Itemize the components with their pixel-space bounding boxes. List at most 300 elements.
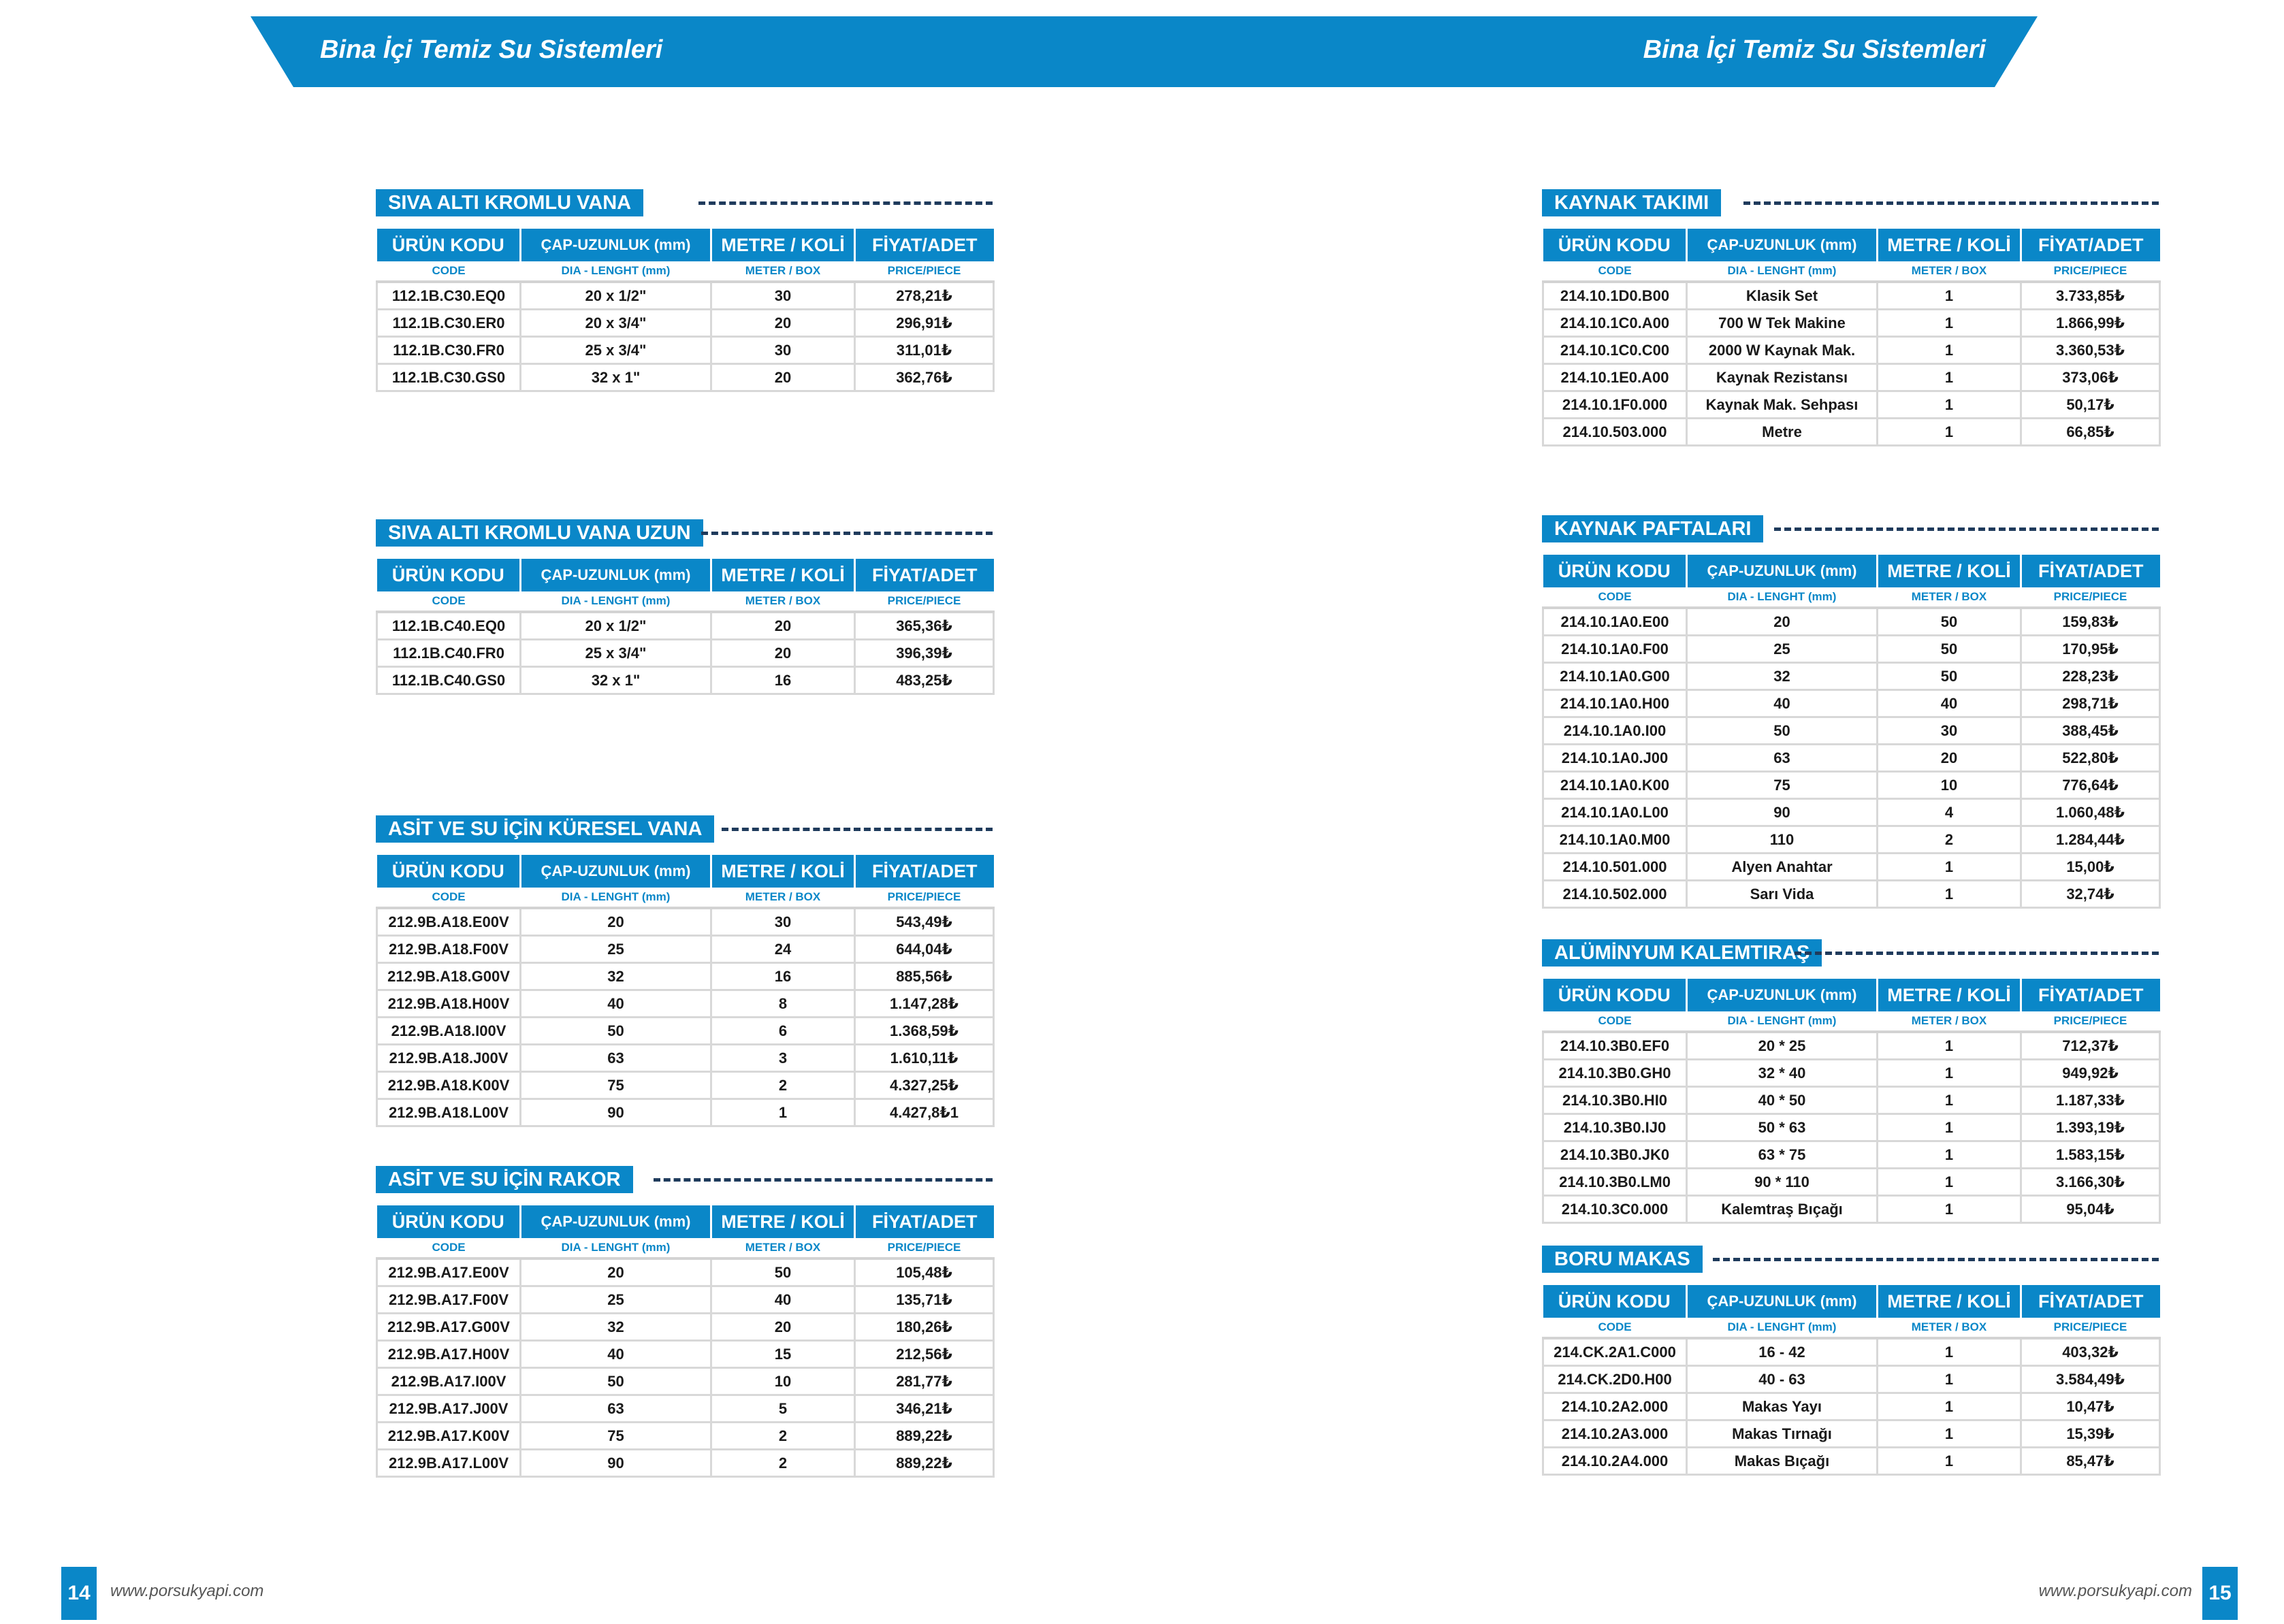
cell-meter: 20: [1878, 745, 2021, 772]
cell-dia: Klasik Set: [1687, 282, 1878, 310]
subheader-row: [1543, 587, 2160, 608]
col-header-price: FİYAT/ADET: [855, 855, 994, 888]
col-header-dia: ÇAP-UZUNLUK (mm): [521, 855, 711, 888]
cell-dia: 90: [521, 1450, 711, 1477]
col-subheader-code: CODE: [1543, 1318, 1687, 1338]
cell-code: 212.9B.A18.K00V: [377, 1072, 521, 1099]
cell-code: 214.10.1A0.F00: [1543, 636, 1687, 663]
product-table: [1542, 555, 2161, 909]
cell-dia: Kaynak Rezistansı: [1687, 364, 1878, 391]
cell-dia: 20: [521, 908, 711, 936]
table-row: [377, 310, 994, 337]
col-header-meter: METRE / KOLİ: [711, 229, 855, 261]
section-title: BORU MAKAS: [1542, 1246, 1703, 1273]
cell-dia: 40: [1687, 690, 1878, 717]
table-row: [1543, 364, 2160, 391]
cell-price: 159,83₺: [2021, 608, 2160, 636]
section-header: [376, 1166, 993, 1193]
table-row: [1543, 1087, 2160, 1114]
cell-code: 212.9B.A17.G00V: [377, 1314, 521, 1341]
cell-dia: 40 * 50: [1687, 1087, 1878, 1114]
section-boru-makas: [1542, 1246, 2159, 1476]
cell-dia: 700 W Tek Makine: [1687, 310, 1878, 337]
col-subheader-price: PRICE/PIECE: [2021, 1318, 2160, 1338]
cell-price: 483,25₺: [855, 667, 994, 694]
header-row: [377, 855, 994, 888]
cell-price: 66,85₺: [2021, 419, 2160, 446]
cell-price: 212,56₺: [855, 1341, 994, 1368]
cell-meter: 30: [1878, 717, 2021, 745]
cell-meter: 1: [1878, 1393, 2021, 1420]
cell-meter: 1: [1878, 364, 2021, 391]
cell-meter: 1: [1878, 310, 2021, 337]
section-kaynak-takimi: [1542, 189, 2159, 446]
section-divider: [722, 828, 993, 831]
col-subheader-price: PRICE/PIECE: [2021, 587, 2160, 608]
col-subheader-dia: DIA - LENGHT (mm): [1687, 587, 1878, 608]
cell-code: 214.10.1C0.C00: [1543, 337, 1687, 364]
section-title: SIVA ALTI KROMLU VANA UZUN: [376, 519, 703, 547]
cell-price: 50,17₺: [2021, 391, 2160, 419]
col-header-dia: ÇAP-UZUNLUK (mm): [1687, 979, 1878, 1011]
cell-code: 214.10.1A0.L00: [1543, 799, 1687, 826]
subheader-row: [377, 1238, 994, 1258]
header-row: [377, 1205, 994, 1238]
table-row: [1543, 1169, 2160, 1196]
col-subheader-code: CODE: [377, 888, 521, 908]
cell-price: 1.583,15₺: [2021, 1141, 2160, 1169]
cell-dia: 50: [521, 1018, 711, 1045]
cell-meter: 1: [1878, 1420, 2021, 1448]
header-row: [377, 229, 994, 261]
cell-meter: 8: [711, 990, 855, 1018]
cell-price: 889,22₺: [855, 1423, 994, 1450]
cell-code: 214.10.3B0.LM0: [1543, 1169, 1687, 1196]
cell-dia: 75: [1687, 772, 1878, 799]
col-header-dia: ÇAP-UZUNLUK (mm): [521, 559, 711, 591]
header-title-right: Bina İçi Temiz Su Sistemleri: [1643, 35, 1986, 64]
table-row: [377, 1286, 994, 1314]
cell-meter: 5: [711, 1395, 855, 1423]
cell-meter: 20: [711, 364, 855, 391]
cell-meter: 16: [711, 667, 855, 694]
cell-code: 212.9B.A17.I00V: [377, 1368, 521, 1395]
table-row: [1543, 1448, 2160, 1475]
table-row: [1543, 772, 2160, 799]
cell-price: 105,48₺: [855, 1258, 994, 1286]
cell-meter: 1: [1878, 1448, 2021, 1475]
col-subheader-dia: DIA - LENGHT (mm): [1687, 1318, 1878, 1338]
cell-code: 214.10.3C0.000: [1543, 1196, 1687, 1223]
col-header-code: ÜRÜN KODU: [1543, 229, 1687, 261]
cell-meter: 1: [1878, 1196, 2021, 1223]
cell-code: 212.9B.A18.H00V: [377, 990, 521, 1018]
table-row: [1543, 282, 2160, 310]
table-row: [377, 1018, 994, 1045]
cell-code: 212.9B.A18.I00V: [377, 1018, 521, 1045]
cell-code: 112.1B.C30.EQ0: [377, 282, 521, 310]
table-row: [377, 990, 994, 1018]
table-row: [1543, 310, 2160, 337]
cell-code: 212.9B.A17.H00V: [377, 1341, 521, 1368]
cell-meter: 40: [711, 1286, 855, 1314]
cell-dia: 32: [521, 963, 711, 990]
cell-meter: 1: [1878, 1366, 2021, 1393]
cell-code: 214.10.3B0.EF0: [1543, 1032, 1687, 1060]
cell-dia: 20 x 1/2": [521, 282, 711, 310]
section-header: [376, 815, 993, 843]
col-subheader-meter: METER / BOX: [1878, 1011, 2021, 1032]
table-row: [1543, 1420, 2160, 1448]
cell-meter: 6: [711, 1018, 855, 1045]
cell-meter: 15: [711, 1341, 855, 1368]
col-header-code: ÜRÜN KODU: [377, 229, 521, 261]
page-number-left: 14: [61, 1567, 97, 1620]
col-subheader-code: CODE: [377, 1238, 521, 1258]
cell-price: 85,47₺: [2021, 1448, 2160, 1475]
cell-price: 298,71₺: [2021, 690, 2160, 717]
cell-meter: 24: [711, 936, 855, 963]
col-header-meter: METRE / KOLİ: [1878, 979, 2021, 1011]
col-subheader-meter: METER / BOX: [711, 1238, 855, 1258]
table-row: [1543, 826, 2160, 854]
cell-meter: 1: [1878, 1114, 2021, 1141]
cell-dia: 25 x 3/4": [521, 640, 711, 667]
col-subheader-meter: METER / BOX: [1878, 587, 2021, 608]
table-row: [1543, 608, 2160, 636]
cell-code: 214.10.501.000: [1543, 854, 1687, 881]
cell-code: 212.9B.A18.L00V: [377, 1099, 521, 1126]
table-row: [1543, 881, 2160, 908]
table-row: [1543, 1032, 2160, 1060]
cell-price: 4.327,25₺: [855, 1072, 994, 1099]
table-row: [377, 908, 994, 936]
section-divider: [1713, 1258, 2159, 1261]
table-row: [377, 1045, 994, 1072]
cell-meter: 1: [1878, 1169, 2021, 1196]
cell-code: 214.10.1A0.K00: [1543, 772, 1687, 799]
col-subheader-code: CODE: [1543, 587, 1687, 608]
cell-code: 112.1B.C40.GS0: [377, 667, 521, 694]
cell-price: 365,36₺: [855, 612, 994, 640]
cell-meter: 1: [1878, 854, 2021, 881]
col-subheader-price: PRICE/PIECE: [855, 1238, 994, 1258]
col-subheader-meter: METER / BOX: [711, 888, 855, 908]
cell-price: 180,26₺: [855, 1314, 994, 1341]
table-row: [1543, 799, 2160, 826]
section-header: [376, 519, 993, 547]
table-row: [377, 1099, 994, 1126]
cell-price: 889,22₺: [855, 1450, 994, 1477]
cell-code: 214.10.1A0.H00: [1543, 690, 1687, 717]
cell-code: 214.10.3B0.HI0: [1543, 1087, 1687, 1114]
cell-code: 212.9B.A17.K00V: [377, 1423, 521, 1450]
cell-dia: 75: [521, 1423, 711, 1450]
col-subheader-code: CODE: [1543, 1011, 1687, 1032]
section-divider: [654, 1178, 993, 1182]
cell-dia: 63: [521, 1395, 711, 1423]
cell-dia: 63: [1687, 745, 1878, 772]
cell-dia: 16 - 42: [1687, 1338, 1878, 1366]
cell-dia: 40: [521, 990, 711, 1018]
col-header-code: ÜRÜN KODU: [377, 855, 521, 888]
cell-dia: 50: [521, 1368, 711, 1395]
col-subheader-price: PRICE/PIECE: [855, 261, 994, 282]
table-row: [1543, 337, 2160, 364]
section-divider: [1795, 952, 2159, 955]
col-header-meter: METRE / KOLİ: [711, 855, 855, 888]
cell-meter: 1: [1878, 282, 2021, 310]
cell-meter: 1: [1878, 881, 2021, 908]
cell-dia: 25: [1687, 636, 1878, 663]
cell-meter: 40: [1878, 690, 2021, 717]
header-row: [1543, 229, 2160, 261]
cell-meter: 2: [711, 1072, 855, 1099]
table-row: [1543, 690, 2160, 717]
product-table: [1542, 979, 2161, 1224]
section-header: [1542, 189, 2159, 216]
col-header-meter: METRE / KOLİ: [711, 559, 855, 591]
product-table: [376, 855, 995, 1127]
cell-code: 214.10.3B0.IJ0: [1543, 1114, 1687, 1141]
section-title: ALÜMİNYUM KALEMTIRAŞ: [1542, 939, 1822, 967]
col-subheader-dia: DIA - LENGHT (mm): [1687, 261, 1878, 282]
col-header-meter: METRE / KOLİ: [711, 1205, 855, 1238]
cell-dia: 20 x 3/4": [521, 310, 711, 337]
table-row: [377, 364, 994, 391]
col-subheader-price: PRICE/PIECE: [855, 888, 994, 908]
cell-price: 1.060,48₺: [2021, 799, 2160, 826]
cell-price: 644,04₺: [855, 936, 994, 963]
cell-meter: 2: [1878, 826, 2021, 854]
col-header-dia: ÇAP-UZUNLUK (mm): [521, 229, 711, 261]
col-header-dia: ÇAP-UZUNLUK (mm): [1687, 229, 1878, 261]
col-header-dia: ÇAP-UZUNLUK (mm): [521, 1205, 711, 1238]
cell-dia: 90: [1687, 799, 1878, 826]
cell-price: 32,74₺: [2021, 881, 2160, 908]
cell-price: 543,49₺: [855, 908, 994, 936]
table-row: [1543, 391, 2160, 419]
cell-code: 214.10.2A3.000: [1543, 1420, 1687, 1448]
subheader-row: [1543, 1011, 2160, 1032]
cell-meter: 50: [1878, 636, 2021, 663]
cell-dia: 20: [521, 1258, 711, 1286]
section-title: ASİT VE SU İÇİN KÜRESEL VANA: [376, 815, 714, 843]
col-header-meter: METRE / KOLİ: [1878, 229, 2021, 261]
subheader-row: [377, 591, 994, 612]
cell-code: 214.10.1E0.A00: [1543, 364, 1687, 391]
cell-price: 311,01₺: [855, 337, 994, 364]
cell-price: 281,77₺: [855, 1368, 994, 1395]
table-row: [1543, 717, 2160, 745]
cell-dia: 90: [521, 1099, 711, 1126]
col-subheader-dia: DIA - LENGHT (mm): [1687, 1011, 1878, 1032]
product-table: [376, 559, 995, 695]
table-row: [377, 667, 994, 694]
col-subheader-price: PRICE/PIECE: [855, 591, 994, 612]
page-number-right: 15: [2202, 1567, 2238, 1620]
cell-code: 214.10.1A0.M00: [1543, 826, 1687, 854]
table-row: [1543, 854, 2160, 881]
cell-code: 214.10.1A0.J00: [1543, 745, 1687, 772]
table-row: [377, 1395, 994, 1423]
cell-price: 373,06₺: [2021, 364, 2160, 391]
cell-dia: 110: [1687, 826, 1878, 854]
cell-meter: 30: [711, 908, 855, 936]
col-header-price: FİYAT/ADET: [2021, 1285, 2160, 1318]
table-row: [1543, 636, 2160, 663]
cell-meter: 1: [1878, 391, 2021, 419]
section-kaynak-paftalari: [1542, 515, 2159, 909]
cell-code: 214.10.1A0.I00: [1543, 717, 1687, 745]
section-header: [1542, 939, 2159, 967]
cell-price: 1.368,59₺: [855, 1018, 994, 1045]
cell-price: 3.360,53₺: [2021, 337, 2160, 364]
col-header-meter: METRE / KOLİ: [1878, 1285, 2021, 1318]
cell-meter: 30: [711, 282, 855, 310]
cell-code: 112.1B.C40.FR0: [377, 640, 521, 667]
cell-dia: Sarı Vida: [1687, 881, 1878, 908]
table-row: [377, 1258, 994, 1286]
header-title-left: Bina İçi Temiz Su Sistemleri: [320, 35, 663, 64]
section-title: SIVA ALTI KROMLU VANA: [376, 189, 643, 216]
product-table: [1542, 1285, 2161, 1476]
cell-price: 3.166,30₺: [2021, 1169, 2160, 1196]
cell-price: 170,95₺: [2021, 636, 2160, 663]
cell-dia: 32: [1687, 663, 1878, 690]
cell-price: 1.866,99₺: [2021, 310, 2160, 337]
cell-price: 776,64₺: [2021, 772, 2160, 799]
cell-price: 396,39₺: [855, 640, 994, 667]
cell-dia: Kalemtraş Bıçağı: [1687, 1196, 1878, 1223]
section-siva-alti-kromlu-vana: [376, 189, 993, 392]
table-row: [1543, 1366, 2160, 1393]
col-header-code: ÜRÜN KODU: [1543, 1285, 1687, 1318]
cell-meter: 20: [711, 612, 855, 640]
cell-code: 112.1B.C30.ER0: [377, 310, 521, 337]
cell-meter: 4: [1878, 799, 2021, 826]
table-row: [377, 1450, 994, 1477]
cell-code: 214.10.2A4.000: [1543, 1448, 1687, 1475]
subheader-row: [1543, 261, 2160, 282]
table-row: [1543, 663, 2160, 690]
cell-price: 15,00₺: [2021, 854, 2160, 881]
cell-price: 1.187,33₺: [2021, 1087, 2160, 1114]
cell-dia: 25: [521, 936, 711, 963]
col-subheader-meter: METER / BOX: [1878, 1318, 2021, 1338]
cell-code: 214.10.1C0.A00: [1543, 310, 1687, 337]
col-subheader-dia: DIA - LENGHT (mm): [521, 1238, 711, 1258]
cell-meter: 1: [1878, 1032, 2021, 1060]
section-rakor: [376, 1166, 993, 1478]
cell-price: 362,76₺: [855, 364, 994, 391]
table-row: [1543, 419, 2160, 446]
cell-price: 522,80₺: [2021, 745, 2160, 772]
cell-price: 1.284,44₺: [2021, 826, 2160, 854]
col-subheader-code: CODE: [377, 261, 521, 282]
cell-meter: 20: [711, 640, 855, 667]
cell-meter: 20: [711, 1314, 855, 1341]
product-table: [376, 229, 995, 392]
cell-dia: Alyen Anahtar: [1687, 854, 1878, 881]
cell-dia: 2000 W Kaynak Mak.: [1687, 337, 1878, 364]
section-aluminyum-kalemtiras: [1542, 939, 2159, 1224]
section-title: KAYNAK PAFTALARI: [1542, 515, 1763, 542]
cell-dia: Metre: [1687, 419, 1878, 446]
col-header-price: FİYAT/ADET: [855, 229, 994, 261]
section-divider: [701, 532, 993, 535]
cell-dia: 63 * 75: [1687, 1141, 1878, 1169]
cell-meter: 30: [711, 337, 855, 364]
col-subheader-dia: DIA - LENGHT (mm): [521, 591, 711, 612]
col-header-code: ÜRÜN KODU: [377, 559, 521, 591]
cell-price: 388,45₺: [2021, 717, 2160, 745]
table-row: [1543, 1196, 2160, 1223]
table-row: [1543, 1114, 2160, 1141]
cell-dia: 20 * 25: [1687, 1032, 1878, 1060]
cell-meter: 10: [1878, 772, 2021, 799]
col-header-dia: ÇAP-UZUNLUK (mm): [1687, 1285, 1878, 1318]
table-row: [377, 282, 994, 310]
cell-price: 278,21₺: [855, 282, 994, 310]
cell-price: 1.393,19₺: [2021, 1114, 2160, 1141]
cell-meter: 2: [711, 1450, 855, 1477]
cell-code: 214.10.1F0.000: [1543, 391, 1687, 419]
table-row: [377, 612, 994, 640]
cell-dia: 75: [521, 1072, 711, 1099]
cell-price: 15,39₺: [2021, 1420, 2160, 1448]
cell-price: 296,91₺: [855, 310, 994, 337]
cell-dia: 20 x 1/2": [521, 612, 711, 640]
cell-dia: 20: [1687, 608, 1878, 636]
cell-dia: 25: [521, 1286, 711, 1314]
cell-code: 214.10.502.000: [1543, 881, 1687, 908]
header-row: [1543, 555, 2160, 587]
cell-code: 214.10.3B0.JK0: [1543, 1141, 1687, 1169]
col-header-meter: METRE / KOLİ: [1878, 555, 2021, 587]
product-table: [376, 1205, 995, 1478]
table-row: [377, 936, 994, 963]
cell-code: 212.9B.A17.J00V: [377, 1395, 521, 1423]
col-subheader-price: PRICE/PIECE: [2021, 261, 2160, 282]
cell-price: 135,71₺: [855, 1286, 994, 1314]
cell-price: 3.584,49₺: [2021, 1366, 2160, 1393]
cell-dia: Makas Tırnağı: [1687, 1420, 1878, 1448]
col-header-code: ÜRÜN KODU: [1543, 555, 1687, 587]
cell-price: 403,32₺: [2021, 1338, 2160, 1366]
cell-price: 346,21₺: [855, 1395, 994, 1423]
cell-dia: 63: [521, 1045, 711, 1072]
cell-code: 212.9B.A18.E00V: [377, 908, 521, 936]
website-left: www.porsukyapi.com: [110, 1582, 264, 1600]
col-header-dia: ÇAP-UZUNLUK (mm): [1687, 555, 1878, 587]
cell-dia: 32 x 1": [521, 667, 711, 694]
cell-dia: 32: [521, 1314, 711, 1341]
product-table: [1542, 229, 2161, 446]
table-row: [1543, 745, 2160, 772]
cell-price: 949,92₺: [2021, 1060, 2160, 1087]
cell-price: 10,47₺: [2021, 1393, 2160, 1420]
cell-price: 885,56₺: [855, 963, 994, 990]
cell-code: 214.10.1D0.B00: [1543, 282, 1687, 310]
cell-meter: 50: [1878, 663, 2021, 690]
cell-meter: 1: [1878, 1087, 2021, 1114]
section-header: [376, 189, 993, 216]
table-row: [377, 337, 994, 364]
col-subheader-price: PRICE/PIECE: [2021, 1011, 2160, 1032]
cell-dia: 25 x 3/4": [521, 337, 711, 364]
cell-price: 228,23₺: [2021, 663, 2160, 690]
